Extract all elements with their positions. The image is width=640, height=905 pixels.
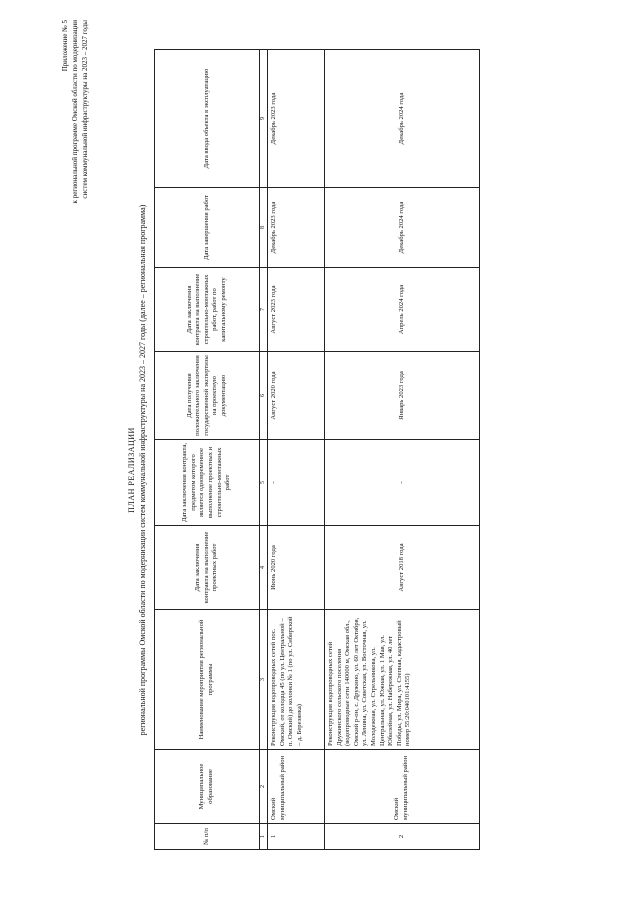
row-construction-contract-date: Август 2023 года — [268, 268, 325, 352]
table-row — [268, 50, 325, 850]
row-construction-contract-date: Апрель 2024 года — [325, 268, 480, 352]
implementation-plan-table — [154, 49, 480, 850]
column-number: 7 — [260, 268, 268, 352]
header-design-contract-date: Дата заключения контракта на выполнение проектных работ — [155, 526, 260, 610]
row-event-name: Реконструкция водопроводных сетей Дружинского сельского поселения (водопроводные сети 140000 м, Омская обл., Омский р-он, с. Дружино, ул. 60 лет Октября, ул. Ленина, ул. Советская, ул. Восточная, ул. Молодежная, ул. Стрельникова, ул. Центральная, ул. Южная, ул. 1 Мая, ул. Юбилейная, ул. Набережная, ул. 40 лет Победы, ул. Мира, ул. Степная, кадастровый номер 55:20:040101:4155) — [325, 610, 480, 750]
row-num: 1 — [268, 824, 325, 850]
column-number: 8 — [260, 188, 268, 268]
row-num: 2 — [325, 824, 480, 850]
plan-heading: ПЛАН РЕАЛИЗАЦИИ — [127, 427, 136, 513]
header-combined-contract-date: Дата заключения контракта, предметом которого является одновременное выполнение проектных и строительно-монтажных работ — [155, 440, 260, 526]
row-commissioning-date: Декабрь 2023 года — [268, 50, 325, 188]
header-completion-date: Дата завершения работ — [155, 188, 260, 268]
row-expertise-date: Январь 2023 года — [325, 352, 480, 440]
appendix-program-period: систем коммунальной инфраструктуры на 2023 – 2027 годы — [81, 20, 89, 199]
column-number: 2 — [260, 750, 268, 824]
column-number-row — [260, 50, 268, 850]
table-header-row — [155, 50, 260, 850]
row-municipality: Омский муниципальный район — [268, 750, 325, 824]
column-number: 4 — [260, 526, 268, 610]
row-design-contract-date: Август 2018 года — [325, 526, 480, 610]
header-expertise-date: Дата получения положительного заключения государственной экспертизы на проектную документацию — [155, 352, 260, 440]
row-combined-contract-date: - — [325, 440, 480, 526]
header-num: № п/п — [155, 824, 260, 850]
rotated-landscape-content — [60, 20, 620, 860]
row-commissioning-date: Декабрь 2024 года — [325, 50, 480, 188]
row-municipality: Омский муниципальный район — [325, 750, 480, 824]
header-event-name: Наименование мероприятия региональной программы — [155, 610, 260, 750]
row-completion-date: Декабрь 2023 года — [268, 188, 325, 268]
header-commissioning-date: Дата ввода объекта в эксплуатацию — [155, 50, 260, 188]
row-event-name: Реконструкция водопроводных сетей пос. Омский, от колодца 45 (по ул. Центральной – п. Омский) до колонки № 1 (по ул. Сибирской – д. Березянка) — [268, 610, 325, 750]
column-number: 1 — [260, 824, 268, 850]
appendix-reference: к региональной программе Омской области по модернизации — [71, 20, 79, 204]
column-number: 5 — [260, 440, 268, 526]
plan-subtitle: региональной программы Омской области по модернизации систем коммунальной инфраструктуры на 2023 – 2027 годы (далее – региональная программа) — [138, 204, 147, 736]
column-number: 6 — [260, 352, 268, 440]
row-expertise-date: Август 2020 года — [268, 352, 325, 440]
row-design-contract-date: Июнь 2020 года — [268, 526, 325, 610]
column-number: 9 — [260, 50, 268, 188]
header-construction-contract-date: Дата заключения контракта на выполнение строительно-монтажных работ, работ по капитальному ремонту — [155, 268, 260, 352]
table-row — [325, 50, 480, 850]
header-municipality: Муниципальное образование — [155, 750, 260, 824]
plan-title-block — [126, 80, 148, 860]
row-completion-date: Декабрь 2024 года — [325, 188, 480, 268]
row-combined-contract-date: - — [268, 440, 325, 526]
appendix-number: Приложение № 5 — [61, 20, 69, 72]
column-number: 3 — [260, 610, 268, 750]
appendix-header — [60, 20, 90, 440]
